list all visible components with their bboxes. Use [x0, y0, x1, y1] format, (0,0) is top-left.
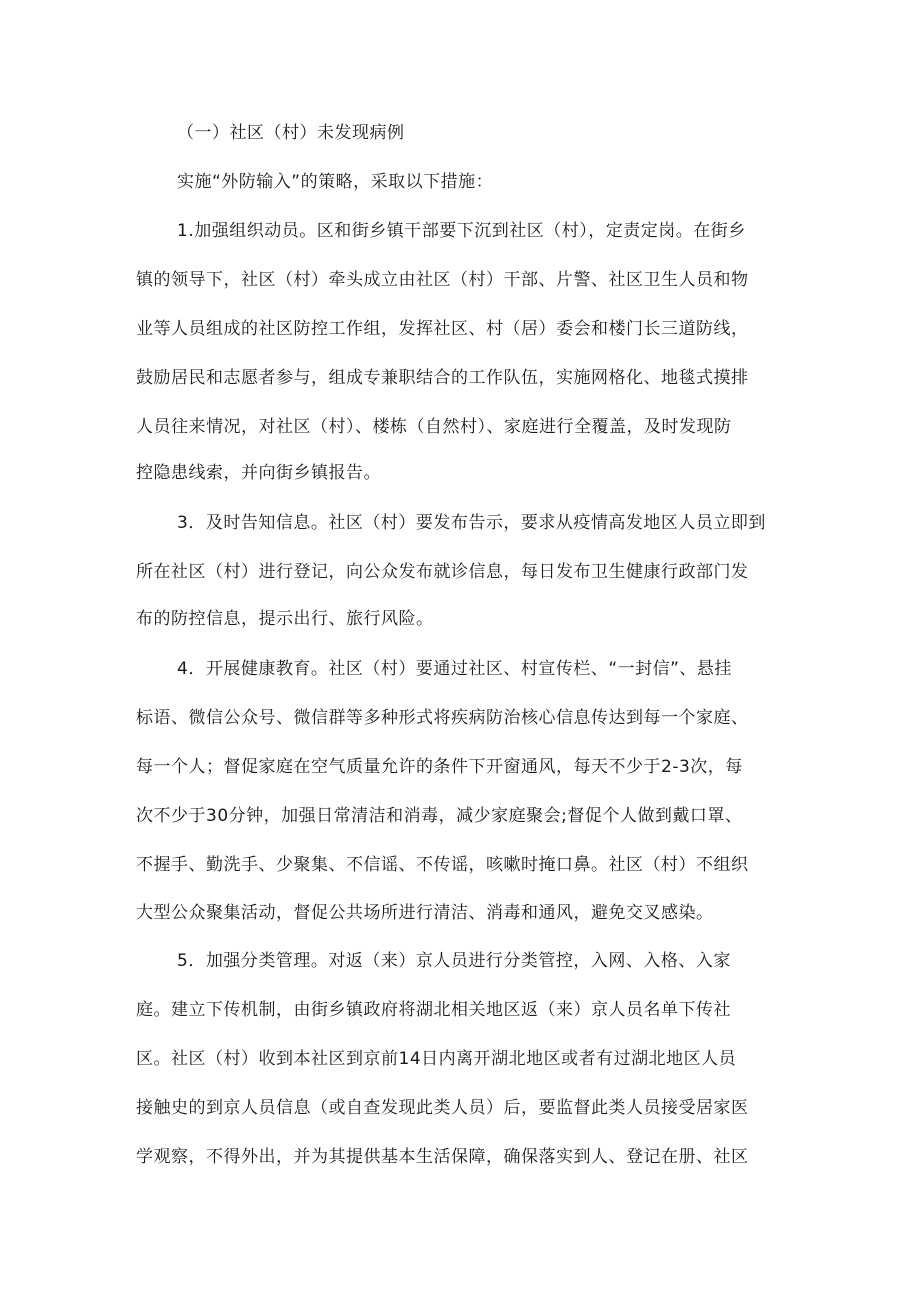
item-3-line-1: 3．及时告知信息。社区（村）要发布告示，要求从疫情高发地区人员立即到 [177, 513, 766, 533]
item-4-line-2: 标语、微信公众号、微信群等多种形式将疾病防治核心信息传达到每一个家庭、 [136, 708, 749, 728]
item-3-line-3: 布的防控信息，提示出行、旅行风险。 [136, 609, 434, 629]
item-5-line-4: 接触史的到京人员信息（或自查发现此类人员）后，要监督此类人员接受居家医 [136, 1098, 749, 1118]
item-1-line-2: 镇的领导下，社区（村）牵头成立由社区（村）干部、片警、社区卫生人员和物 [136, 270, 749, 290]
item-4-line-6: 大型公众聚集活动，督促公共场所进行清洁、消毒和通风，避免交叉感染。 [136, 903, 714, 923]
item-5-line-2: 庭。建立下传机制，由街乡镇政府将湖北相关地区返（来）京人员名单下传社 [136, 1000, 731, 1020]
item-4-line-5: 不握手、勤洗手、少聚集、不信谣、不传谣，咳嗽时掩口鼻。社区（村）不组织 [136, 855, 749, 875]
item-5-line-3: 区。社区（村）收到本社区到京前14日内离开湖北地区或者有过湖北地区人员 [136, 1049, 737, 1069]
section-heading: （一）社区（村）未发现病例 [177, 123, 405, 143]
item-1-line-4: 鼓励居民和志愿者参与，组成专兼职结合的工作队伍，实施网格化、地毯式摸排 [136, 368, 749, 388]
intro-line: 实施“外防输入”的策略，采取以下措施： [177, 172, 494, 192]
item-3-line-2: 所在社区（村）进行登记，向公众发布就诊信息，每日发布卫生健康行政部门发 [136, 562, 749, 582]
item-1-line-1: 1.加强组织动员。区和街乡镇干部要下沉到社区（村），定责定岗。在街乡 [177, 221, 746, 241]
item-4-line-4: 次不少于30分钟，加强日常清洁和消毒，减少家庭聚会;督促个人做到戴口罩、 [136, 806, 743, 826]
item-1-line-5: 人员往来情况，对社区（村）、楼栋（自然村）、家庭进行全覆盖，及时发现防 [136, 417, 732, 437]
item-5-line-1: 5．加强分类管理。对返（来）京人员进行分类管控，入网、入格、入家 [177, 951, 731, 971]
item-1-line-6: 控隐患线索，并向街乡镇报告。 [136, 463, 381, 483]
item-5-line-5: 学观察，不得外出，并为其提供基本生活保障，确保落实到人、登记在册、社区 [136, 1147, 749, 1167]
item-1-line-3: 业等人员组成的社区防控工作组，发挥社区、村（居）委会和楼门长三道防线， [136, 319, 749, 339]
item-4-line-3: 每一个人；督促家庭在空气质量允许的条件下开窗通风，每天不少于2-3次，每 [136, 757, 743, 777]
item-4-line-1: 4．开展健康教育。社区（村）要通过社区、村宣传栏、“一封信”、悬挂 [177, 659, 732, 679]
